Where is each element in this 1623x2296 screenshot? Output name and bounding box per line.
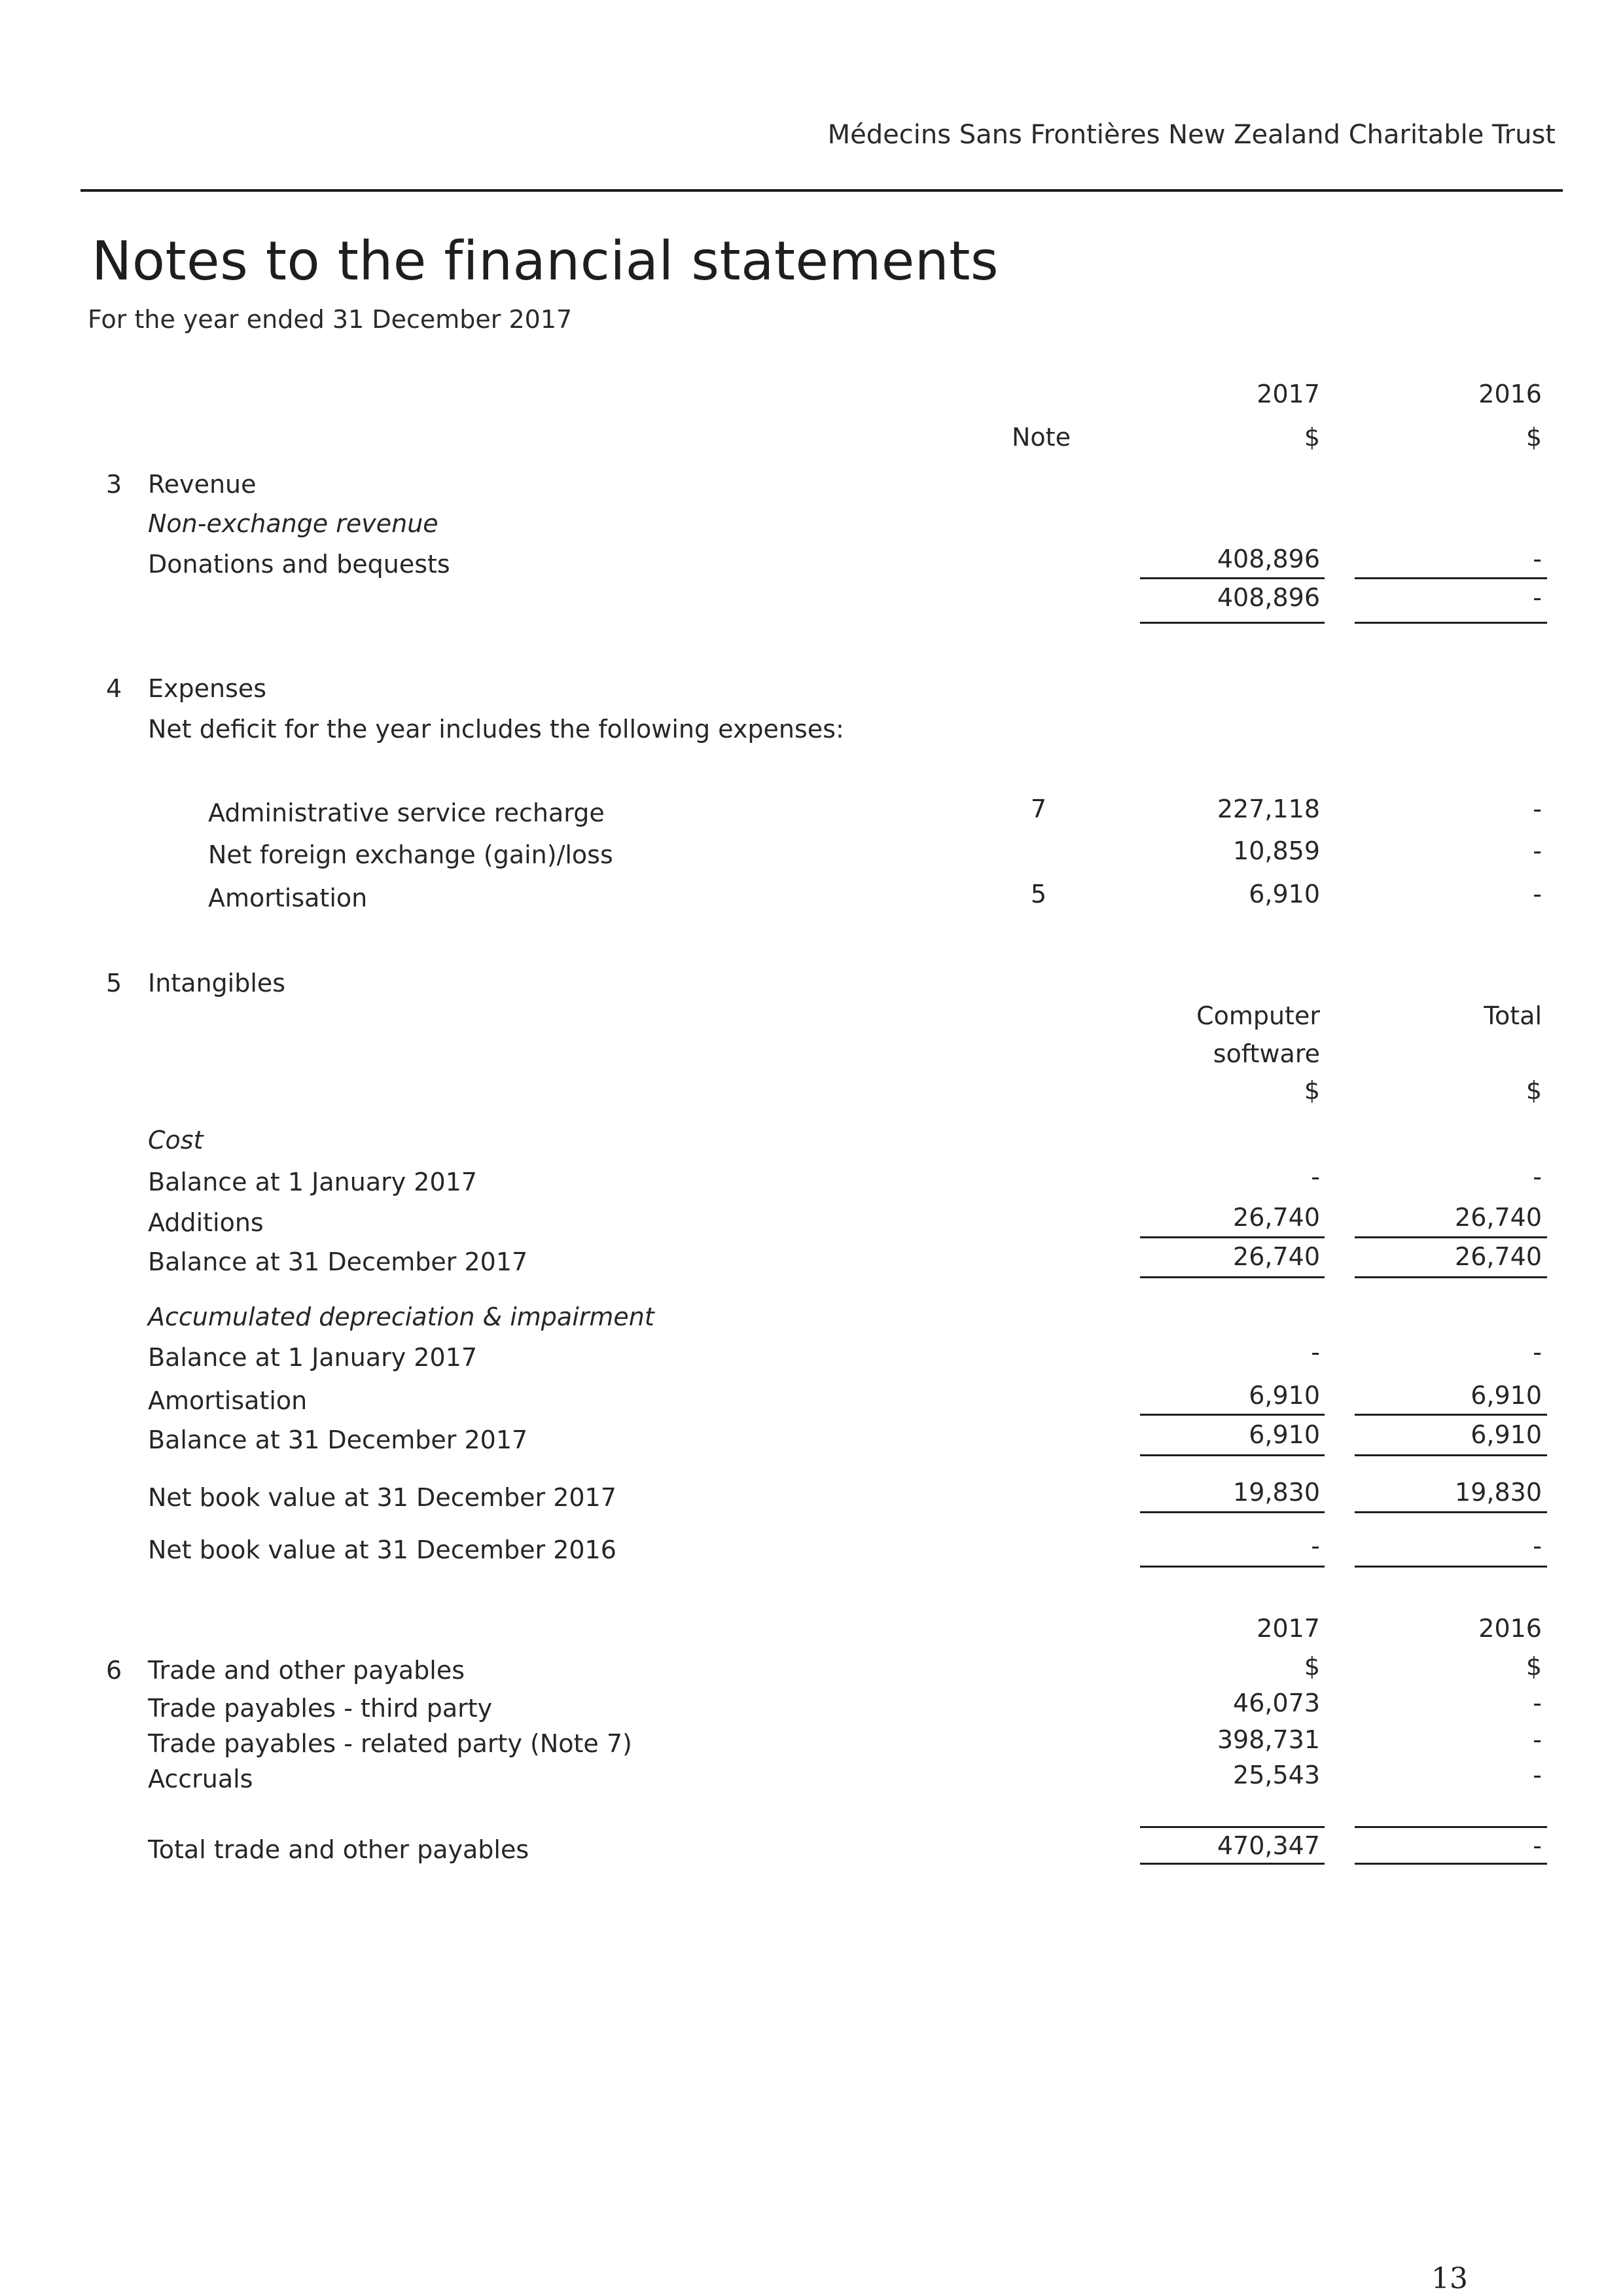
- note4-row-note: 7: [1030, 795, 1047, 823]
- note5-cost-total-rule-total: [1355, 1276, 1547, 1278]
- page-title: Notes to the financial statements: [92, 230, 999, 293]
- note4-row-2016: -: [1533, 880, 1542, 908]
- note5-cost-row-total: 26,740: [1455, 1242, 1542, 1271]
- col-header-2016: 2016: [1478, 380, 1542, 408]
- note3-total-rule-2017: [1140, 622, 1325, 624]
- organisation-name: Médecins Sans Frontières New Zealand Charitable Trust: [827, 120, 1556, 150]
- note5-col-header-total: Total: [1484, 1001, 1542, 1030]
- note3-row-2017: 408,896: [1217, 545, 1320, 573]
- note6-row-2016: -: [1533, 1689, 1542, 1717]
- note5-cost-row-software: -: [1311, 1162, 1320, 1191]
- note5-dep-rule-total: [1355, 1414, 1547, 1416]
- note3-subtotal-rule-2016: [1355, 577, 1547, 579]
- note5-dep-rule-software: [1140, 1414, 1325, 1416]
- note3-subtotal-rule-2017: [1140, 577, 1325, 579]
- note5-dep-row-software: -: [1311, 1338, 1320, 1367]
- note4-row-2016: -: [1533, 795, 1542, 823]
- header-rule: [80, 189, 1563, 192]
- note5-dep-row-software: 6,910: [1249, 1420, 1320, 1449]
- note5-dep-total-rule-total: [1355, 1454, 1547, 1456]
- note5-col-header-software: Computer: [1196, 1001, 1320, 1030]
- note5-col-header-software-line2: software: [1213, 1039, 1320, 1068]
- note5-nbv-2016-rule-total: [1355, 1566, 1547, 1568]
- note5-nbv-2016-label: Net book value at 31 December 2016: [148, 1535, 616, 1564]
- note6-total-top-rule-2016: [1355, 1826, 1547, 1828]
- note6-total-2016: -: [1533, 1831, 1542, 1860]
- note3-subheading: Non-exchange revenue: [148, 509, 438, 538]
- page-subtitle: For the year ended 31 December 2017: [88, 305, 573, 334]
- col-unit-2016: $: [1525, 423, 1542, 452]
- note5-dep-row-total: 6,910: [1471, 1420, 1542, 1449]
- note6-col-unit-2017: $: [1304, 1652, 1320, 1681]
- note5-cost-row-label: Balance at 31 December 2017: [148, 1247, 528, 1276]
- col-header-2017: 2017: [1257, 380, 1320, 408]
- note5-dep-row-total: 6,910: [1471, 1381, 1542, 1410]
- note4-heading: Expenses: [148, 674, 267, 703]
- col-header-note: Note: [1012, 423, 1071, 452]
- note5-cost-row-software: 26,740: [1233, 1242, 1320, 1271]
- note3-total-rule-2016: [1355, 622, 1547, 624]
- note3-total-2017: 408,896: [1217, 583, 1320, 612]
- note6-total-top-rule-2017: [1140, 1826, 1325, 1828]
- note5-dep-row-label: Amortisation: [148, 1386, 308, 1415]
- note5-nbv-2016-total: -: [1533, 1532, 1542, 1560]
- note5-dep-row-total: -: [1533, 1338, 1542, 1367]
- note6-row-2017: 398,731: [1217, 1725, 1320, 1754]
- note5-cost-rule-total: [1355, 1236, 1547, 1238]
- note5-cost-row-total: 26,740: [1455, 1203, 1542, 1232]
- note6-number: 6: [106, 1656, 122, 1685]
- note6-col-unit-2016: $: [1525, 1652, 1542, 1681]
- note4-row-label: Administrative service recharge: [208, 798, 605, 827]
- note6-total-label: Total trade and other payables: [148, 1835, 529, 1864]
- note5-cost-row-label: Balance at 1 January 2017: [148, 1168, 477, 1196]
- note4-row-2017: 10,859: [1233, 836, 1320, 865]
- note4-row-note: 5: [1030, 880, 1047, 908]
- note3-number: 3: [106, 470, 122, 499]
- note6-total-bottom-rule-2016: [1355, 1863, 1547, 1865]
- note5-nbv-2017-label: Net book value at 31 December 2017: [148, 1483, 616, 1512]
- note4-row-2017: 6,910: [1249, 880, 1320, 908]
- note6-col-header-2016: 2016: [1478, 1614, 1542, 1643]
- col-unit-2017: $: [1304, 423, 1320, 452]
- note4-intro: Net deficit for the year includes the following expenses:: [148, 715, 844, 744]
- note5-cost-row-software: 26,740: [1233, 1203, 1320, 1232]
- note5-heading: Intangibles: [148, 969, 286, 997]
- note6-total-2017: 470,347: [1217, 1831, 1320, 1860]
- note5-dep-row-label: Balance at 1 January 2017: [148, 1343, 477, 1372]
- note4-row-label: Net foreign exchange (gain)/loss: [208, 840, 613, 869]
- note6-row-2016: -: [1533, 1761, 1542, 1789]
- note5-cost-heading: Cost: [148, 1126, 204, 1155]
- note3-row-2016: -: [1533, 545, 1542, 573]
- page-number: 13: [1431, 2262, 1468, 2295]
- note6-total-bottom-rule-2017: [1140, 1863, 1325, 1865]
- note4-row-2016: -: [1533, 836, 1542, 865]
- note4-row-label: Amortisation: [208, 884, 368, 912]
- note6-heading: Trade and other payables: [148, 1656, 465, 1685]
- note6-row-label: Trade payables - third party: [148, 1694, 493, 1723]
- note5-dep-heading: Accumulated depreciation & impairment: [148, 1302, 654, 1331]
- note6-row-2017: 25,543: [1233, 1761, 1320, 1789]
- note4-number: 4: [106, 674, 122, 703]
- note5-nbv-2016-software: -: [1311, 1532, 1320, 1560]
- note3-heading: Revenue: [148, 470, 257, 499]
- note5-col-unit-software: $: [1304, 1076, 1320, 1105]
- note5-nbv-2017-rule-total: [1355, 1511, 1547, 1513]
- note5-col-unit-total: $: [1525, 1076, 1542, 1105]
- note5-nbv-2017-software: 19,830: [1233, 1478, 1320, 1507]
- note6-col-header-2017: 2017: [1257, 1614, 1320, 1643]
- note6-row-label: Trade payables - related party (Note 7): [148, 1729, 632, 1758]
- note6-row-2017: 46,073: [1233, 1689, 1320, 1717]
- note5-nbv-2017-total: 19,830: [1455, 1478, 1542, 1507]
- note5-number: 5: [106, 969, 122, 997]
- note5-cost-total-rule-software: [1140, 1276, 1325, 1278]
- note6-row-2016: -: [1533, 1725, 1542, 1754]
- note5-dep-row-software: 6,910: [1249, 1381, 1320, 1410]
- note5-dep-row-label: Balance at 31 December 2017: [148, 1426, 528, 1454]
- note5-nbv-2017-rule-software: [1140, 1511, 1325, 1513]
- note5-nbv-2016-rule-software: [1140, 1566, 1325, 1568]
- note6-row-label: Accruals: [148, 1765, 253, 1793]
- note5-cost-row-label: Additions: [148, 1208, 264, 1237]
- note3-total-2016: -: [1533, 583, 1542, 612]
- note3-row-label: Donations and bequests: [148, 550, 450, 579]
- note5-cost-row-total: -: [1533, 1162, 1542, 1191]
- note5-dep-total-rule-software: [1140, 1454, 1325, 1456]
- note4-row-2017: 227,118: [1217, 795, 1320, 823]
- note5-cost-rule-software: [1140, 1236, 1325, 1238]
